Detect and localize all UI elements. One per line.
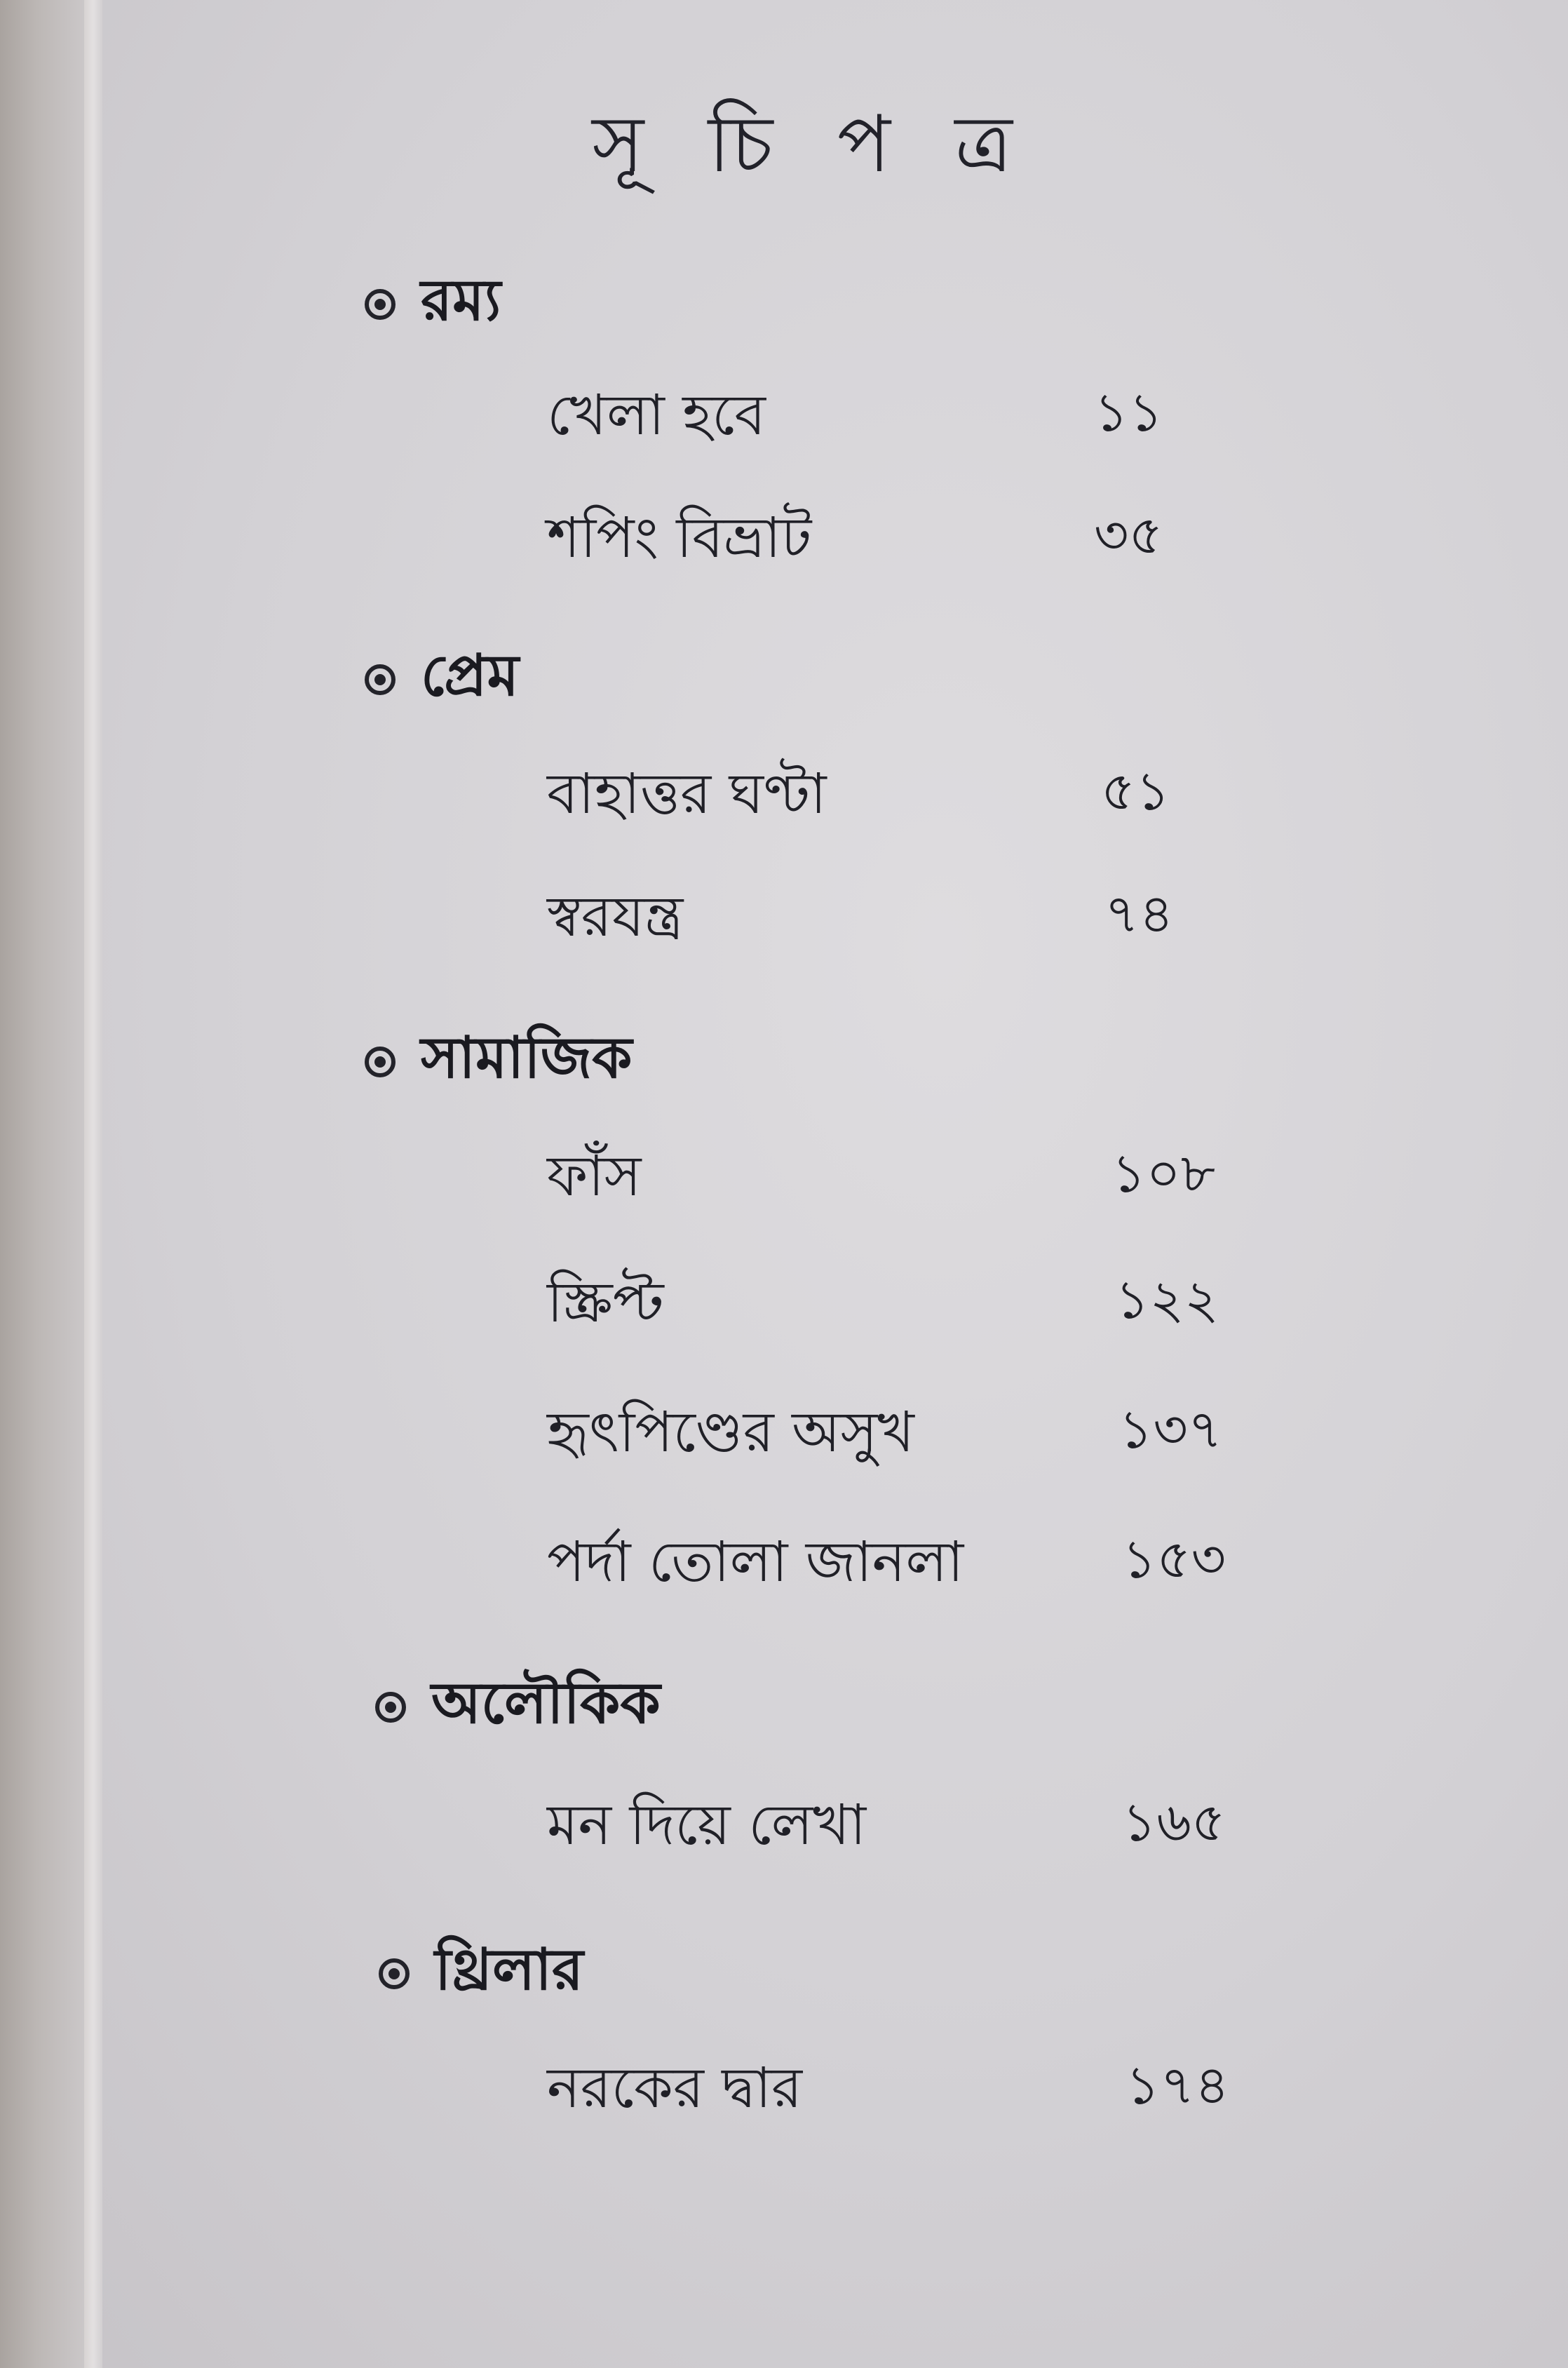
entry-page-number: ৫১ [1101,760,1170,822]
toc-entry [547,751,1248,828]
bullet-icon [375,1692,406,1723]
section-label: রম্য [421,267,501,334]
toc-entry [547,873,1248,950]
entry-title: পর্দা তোলা জানলা [547,1529,964,1594]
bullet-icon [379,1958,410,1989]
toc-entry [547,372,1248,449]
entry-title: মন দিয়ে লেখা [547,1792,867,1857]
section-heading [365,631,519,727]
entry-page-number: ১২২ [1115,1268,1219,1331]
entry-page-number: ১৬৫ [1122,1791,1226,1853]
bullet-icon [365,1047,396,1077]
page-title: সূ চি প ত্র [592,99,1032,190]
entry-title: নরকের দ্বার [547,2055,803,2120]
bullet-icon [365,664,396,695]
section-heading [365,1014,632,1110]
entry-page-number: ৭৪ [1104,882,1174,945]
entry-title: ফাঁস [547,1143,642,1209]
entry-title: বাহাত্তর ঘণ্টা [547,761,827,826]
toc-entry [547,1782,1248,1859]
toc-entry [547,2045,1248,2122]
entry-page-number: ১১ [1094,381,1163,443]
entry-title: শপিং বিভ্রাট [547,505,812,570]
toc-entry [547,495,1248,572]
section-label: প্রেম [421,643,520,709]
bullet-icon [365,289,396,320]
section-label: সামাজিক [421,1025,633,1091]
section-heading [379,1925,583,2021]
entry-title: খেলা হবে [547,382,766,448]
section-label: থ্রিলার [435,1937,583,2003]
section-label: অলৌকিক [431,1670,661,1737]
toc-entry [547,1389,1248,1466]
entry-page-number: ১৩৭ [1118,1398,1223,1460]
toc-entry [547,1133,1248,1210]
entry-title: স্বরযন্ত্র [547,884,684,949]
toc-entry [547,1519,1248,1596]
section-heading [375,1659,661,1755]
entry-title: স্ক্রিপ্ট [547,1270,664,1335]
entry-page-number: ১০৮ [1111,1142,1216,1204]
entry-page-number: ১৭৪ [1126,2054,1230,2116]
section-heading [365,256,501,352]
entry-title: হৃৎপিণ্ডের অসুখ [547,1399,914,1465]
entry-page-number: ৩৫ [1094,504,1163,566]
entry-page-number: ১৫৩ [1122,1528,1226,1590]
toc-entry [547,1259,1248,1336]
